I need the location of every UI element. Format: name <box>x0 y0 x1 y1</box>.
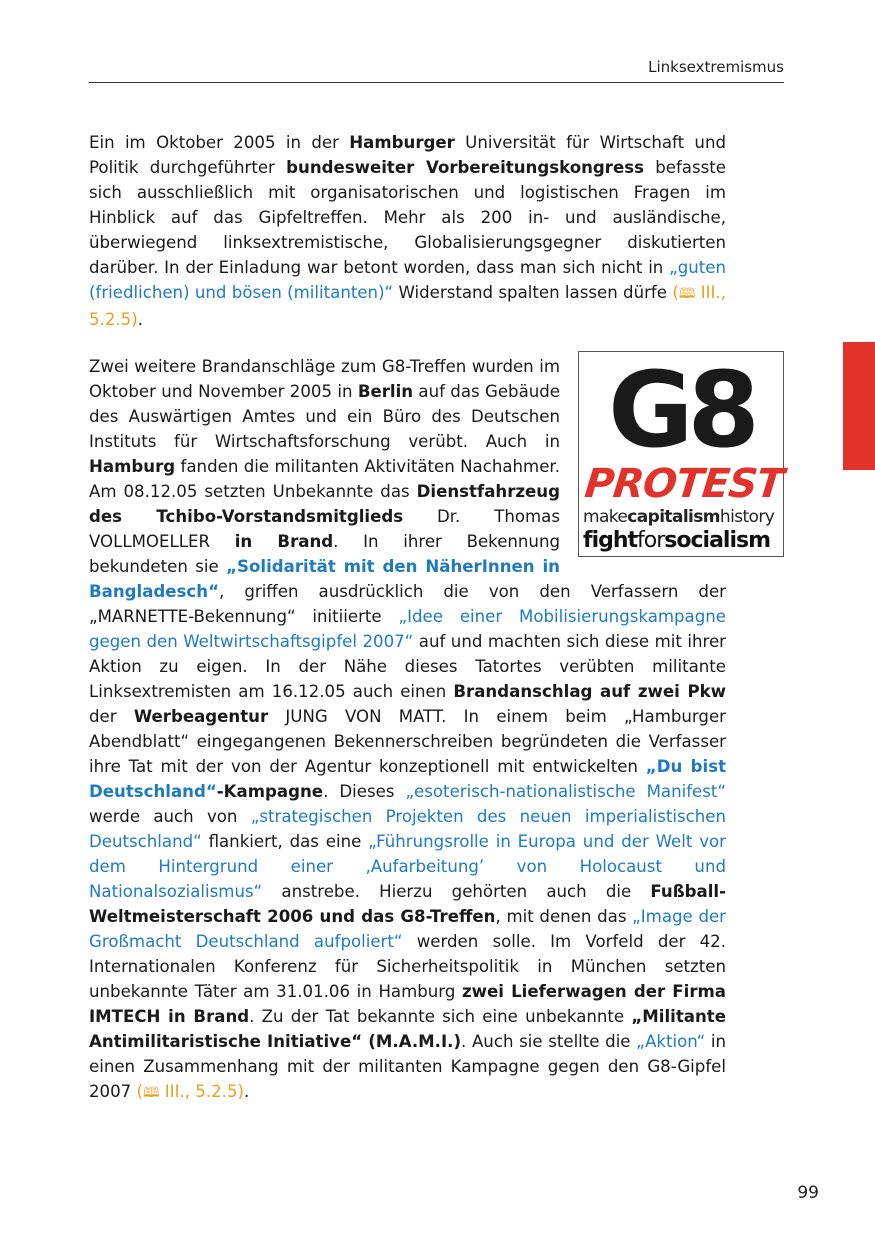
cross-reference[interactable]: (🕮 III., 5.2.5) <box>136 1082 244 1101</box>
quote: „guten (friedlichen) und bösen (militanten)“ <box>89 258 726 302</box>
quote: „Idee einer Mobilisierungskampagne gegen den Weltwirtschaftsgipfel 2007“ <box>89 607 726 651</box>
quote: „Image der Großmacht Deutschland aufpoliert“ <box>89 907 727 951</box>
book-icon: 🕮 <box>143 1085 160 1101</box>
quote: „Führungsrolle in Europa und der Welt vor dem Hintergrund einer ‚Aufarbeitung’ von Holocaust und Nationalsozialismus“ <box>89 832 726 901</box>
cross-reference[interactable]: (🕮 III., 5.2.5) <box>89 283 726 329</box>
page-number: 99 <box>797 1183 819 1203</box>
book-icon: 🕮 <box>678 286 696 302</box>
chapter-tab-marker <box>843 342 875 470</box>
quote: „strategischen Projekten des neuen imperialistischen Deutschland“ <box>89 807 726 851</box>
quote: „esoterisch-nationalistische Manifest“ <box>405 782 727 801</box>
quote: „Aktion“ <box>636 1032 706 1051</box>
g8-protest-logo: G8 PROTEST makecapitalismhistory fightforsocialism <box>578 351 784 557</box>
paragraph-2: G8 PROTEST makecapitalismhistory fightforsocialism Zwei weitere Brandanschläge zum G8-Treffen wurden im Oktober und November 2005 in Berlin auf das Gebäude des Auswärtigen Amtes und ein Büro des Deutschen Instituts für Wirtschaftsforschung verübt. Auch in Hamburg fanden die militanten Aktivitäten Nachahmer. Am 08.12.05 setzten Unbekannte das Dienstfahrzeug des Tchibo-Vorstandsmitglieds Dr. Thomas VOLLMOELLER in Brand. In ihrer Bekennung bekundeten sie „Solidarität mit den NäherInnen in Bangladesch“, griffen ausdrücklich die von den Verfassern der „MARNETTE-Bekennung“ initiierte „Idee einer Mobilisierungskampagne gegen den Weltwirtschaftsgipfel 2007“ auf und machten sich diese mit ihrer Aktion zu eigen. In der Nähe dieses Tatortes verübten militante Linksextremisten am 16.12.05 auch einen Brandanschlag auf zwei Pkw der Werbeagentur JUNG VON MATT. In einem beim „Hamburger Abendblatt“ eingegangenen Bekennerschreiben begründeten die Verfasser ihre Tat mit der von der Agentur konzeptionell mit entwickelten „Du bist Deutschland“-Kampagne. Dieses „esoterisch-nationalistische Manifest“ werde auch von „strategischen Projekten des neuen imperialistischen Deutschland“ flankiert, das eine „Führungsrolle in Europa und der Welt vor dem Hintergrund einer ‚Aufarbeitung’ von Holocaust und Nationalsozialismus“ anstrebe. Hierzu gehörten auch die Fußball-Weltmeisterschaft 2006 und das G8-Treffen, mit denen das „Image der Großmacht Deutschland aufpoliert“ werden solle. Im Vorfeld der 42. Internationalen Konferenz für Sicherheitspolitik in München setzten unbekannte Täter am 31.01.06 in Hamburg zwei Lieferwagen der Firma IMTECH in Brand. Zu der Tat bekannte sich eine unbekannte „Militante Antimilitaristische Initiative“ (M.A.M.I.). Auch sie stellte die „Aktion“ in einen Zusammenhang mit der militanten Kampagne gegen den G8-Gipfel 2007 (🕮 III., 5.2.5). <box>89 349 786 1101</box>
header-rule <box>89 82 784 83</box>
paragraph-1: Ein im Oktober 2005 in der Hamburger Universität für Wirtschaft und Politik durchgeführter bundesweiter Vorbereitungskongress befasste sich ausschließlich mit organisatorischen und logistischen Fragen im Hinblick auf das Gipfeltreffen. Mehr als 200 in- und ausländische, überwiegend linksextremistische, Globalisierungsgegner diskutierten darüber. In der Einladung war betont worden, dass man sich nicht in „guten (friedlichen) und bösen (militanten)“ Widerstand spalten lassen dürfe (🕮 III., 5.2.5). <box>89 133 726 329</box>
running-header: Linksextremismus <box>648 58 784 76</box>
quote: „Du bist Deutschland“ <box>89 757 727 801</box>
quote: „Solidarität mit den NäherInnen in Bangladesch“ <box>89 557 560 601</box>
body-text <box>89 130 786 1106</box>
